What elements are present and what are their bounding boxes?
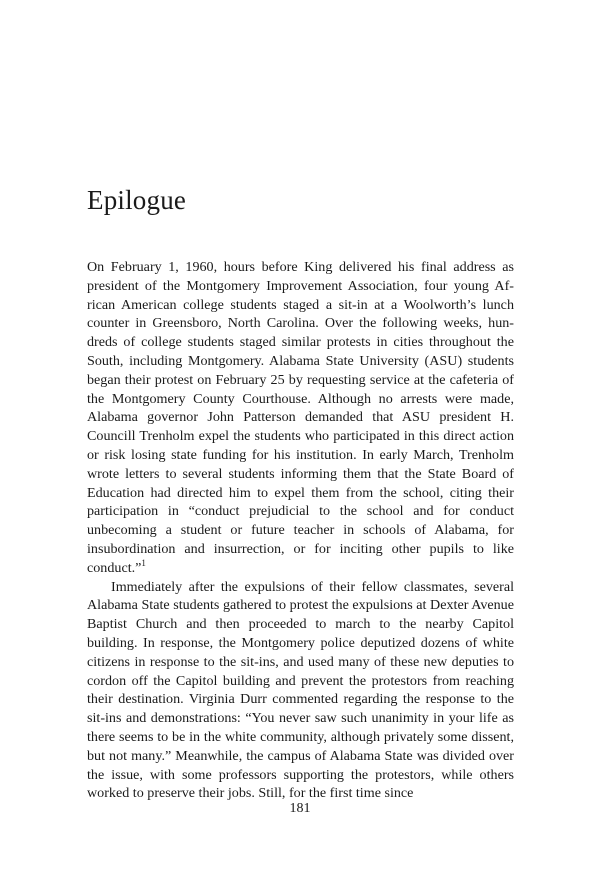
paragraph-2 — [87, 578, 514, 804]
paragraph-2-text: Immediately after the expulsions of their fellow classmates, several Alabama State students gathered to protest the expulsions at Dexter Avenue Baptist Church and then proceeded to march to the nearby Capitol building. In response, the Montgomery police deputized dozens of white citizens in response to the sit-ins, and used many of these new deputies to cordon off the Capitol building and prevent the protestors from reaching their destination. Virginia Durr commented regarding the response to the sit-ins and demonstrations: “You never saw such unanimity in your life as there seems to be in the white community, although privately some dissent, but not many.” Meanwhile, the campus of Alabama State was divided over the issue, with some professors supporting the protestors, while others worked to preserve their jobs. Still, for the first time since — [87, 578, 514, 802]
paragraph-1-text: On February 1, 1960, hours before King delivered his final address as president of the Montgomery Improvement Association, four young African American college students staged a sit-in at a Woolworth’s lunch counter in Greensboro, North Carolina. Over the following weeks, hundreds of college students staged similar protests in cities throughout the South, including Montgomery. Alabama State University (ASU) students began their protest on February 25 by requesting service at the cafeteria of the Montgomery County Courthouse. Although no arrests were made, Alabama governor John Patterson demanded that ASU president H. Councill Trenholm expel the students who participated in this direct action or risk losing state funding for his institution. In early March, Trenholm wrote letters to several students informing them that the State Board of Education had directed him to expel them from the school, citing their participation in “conduct prejudicial to the school and for conduct unbecoming a student or future teacher in schools of Alabama, for insubordination and insurrection, or for inciting other pupils to like conduct.” — [87, 259, 514, 576]
paragraph-1 — [87, 258, 514, 578]
chapter-title: Epilogue — [87, 185, 187, 215]
footnote-marker: 1 — [141, 557, 146, 568]
page-number: 181 — [289, 801, 311, 816]
body-text — [87, 258, 514, 803]
